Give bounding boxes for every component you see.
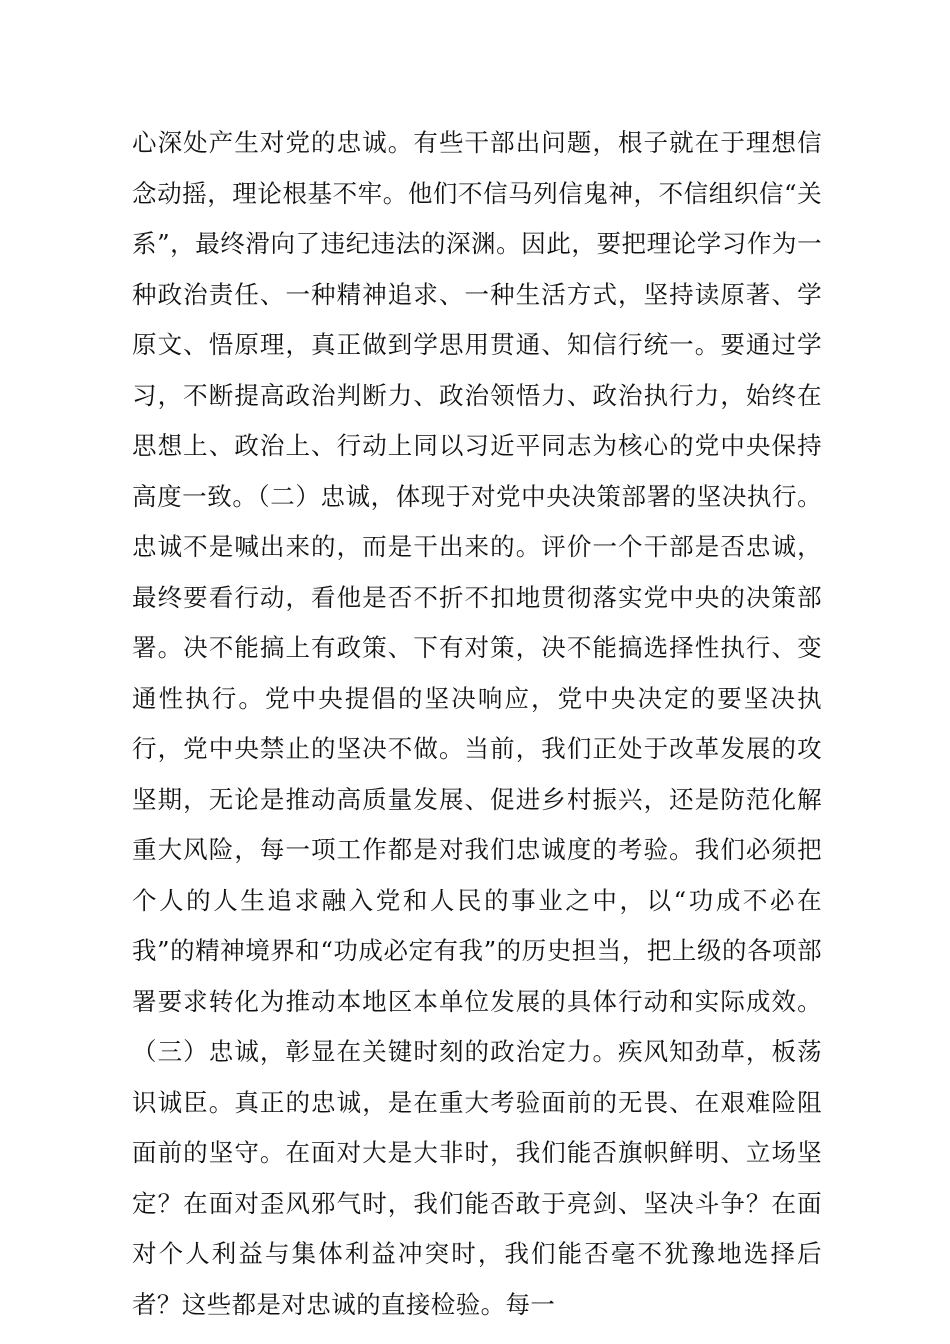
document-body [132, 118, 822, 1330]
body-paragraph: 心深处产生对党的忠诚。有些干部出问题，根子就在于理想信念动摇，理论根基不牢。他们不信马列信鬼神，不信组织信“关系”，最终滑向了违纪违法的深渊。因此，要把理论学习作为一种政治责任、一种精神追求、一种生活方式，坚持读原著、学原文、悟原理，真正做到学思用贯通、知信行统一。要通过学习，不断提高政治判断力、政治领悟力、政治执行力，始终在思想上、政治上、行动上同以习近平同志为核心的党中央保持高度一致。（二）忠诚，体现于对党中央决策部署的坚决执行。忠诚不是喊出来的，而是干出来的。评价一个干部是否忠诚，最终要看行动，看他是否不折不扣地贯彻落实党中央的决策部署。决不能搞上有政策、下有对策，决不能搞选择性执行、变通性执行。党中央提倡的坚决响应，党中央决定的要坚决执行，党中央禁止的坚决不做。当前，我们正处于改革发展的攻坚期，无论是推动高质量发展、促进乡村振兴，还是防范化解重大风险，每一项工作都是对我们忠诚度的考验。我们必须把个人的人生追求融入党和人民的事业之中，以“功成不必在我”的精神境界和“功成必定有我”的历史担当，把上级的各项部署要求转化为推动本地区本单位发展的具体行动和实际成效。（三）忠诚，彰显在关键时刻的政治定力。疾风知劲草，板荡识诚臣。真正的忠诚，是在重大考验面前的无畏、在艰难险阻面前的坚守。在面对大是大非时，我们能否旗帜鲜明、立场坚定？在面对歪风邪气时，我们能否敢于亮剑、坚决斗争？在面对个人利益与集体利益冲突时，我们能否毫不犹豫地选择后者？这些都是对忠诚的直接检验。每一 [132, 128, 822, 1319]
